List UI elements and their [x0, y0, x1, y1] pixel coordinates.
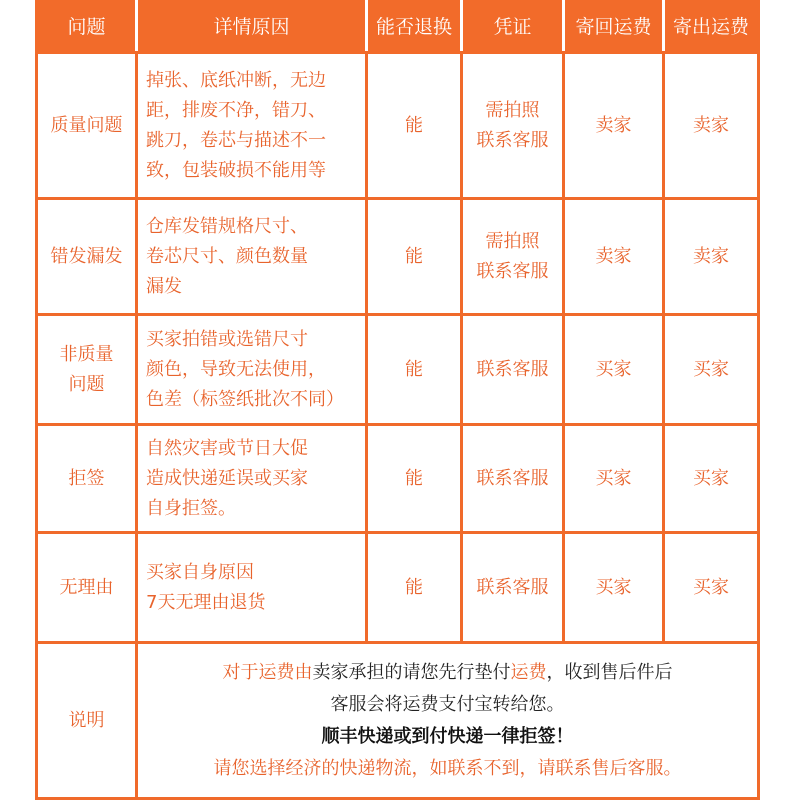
- detail-line: 自然灾害或节日大促: [146, 437, 308, 459]
- send-shipping-cell: 买家: [664, 533, 759, 643]
- detail-line: 跳刀，卷芯与描述不一: [146, 129, 326, 151]
- return-shipping-cell: 买家: [564, 425, 664, 533]
- issue-cell: 拒签: [37, 425, 137, 533]
- proof-cell: 联系客服: [462, 425, 564, 533]
- send-shipping-cell: 买家: [664, 425, 759, 533]
- note-cell: [137, 643, 759, 799]
- issue-cell: 质量问题: [37, 53, 137, 199]
- header-detail: 详情原因: [137, 2, 367, 53]
- returnable-cell: 能: [367, 425, 462, 533]
- note-line-4: 请您选择经济的快递物流，如联系不到，请联系售后客服。: [213, 757, 682, 779]
- send-shipping-cell: 卖家: [664, 53, 759, 199]
- issue-cell: 错发漏发: [37, 199, 137, 315]
- table-row-wrong-shipment: [37, 199, 759, 315]
- returnable-cell: 能: [367, 533, 462, 643]
- issue-line: 非质量: [59, 343, 114, 365]
- table-row-no-reason: [37, 533, 759, 643]
- detail-line: 漏发: [146, 275, 182, 297]
- header-proof: 凭证: [462, 2, 564, 53]
- detail-cell: [137, 425, 367, 533]
- issue-cell: 无理由: [37, 533, 137, 643]
- detail-cell: [137, 533, 367, 643]
- send-shipping-cell: 卖家: [664, 199, 759, 315]
- returnable-cell: 能: [367, 315, 462, 425]
- note-line-1: [138, 657, 757, 689]
- header-return-shipping: 寄回运费: [564, 2, 664, 53]
- detail-cell: [137, 199, 367, 315]
- return-shipping-cell: 卖家: [564, 199, 664, 315]
- proof-line: 联系客服: [476, 260, 549, 282]
- table-row-note: [37, 643, 759, 799]
- table-row-quality: [37, 53, 759, 199]
- issue-cell: [37, 315, 137, 425]
- detail-line: 买家拍错或选错尺寸: [146, 328, 308, 350]
- header-returnable: 能否退换: [367, 2, 462, 53]
- table-row-non-quality: [37, 315, 759, 425]
- detail-cell: [137, 53, 367, 199]
- detail-line: 距，排废不净，错刀、: [146, 99, 326, 121]
- detail-line: 色差（标签纸批次不同）: [146, 388, 344, 410]
- detail-line: 自身拒签。: [146, 497, 236, 519]
- detail-line: 仓库发错规格尺寸、: [146, 215, 308, 237]
- detail-line: 7天无理由退货: [146, 591, 266, 613]
- detail-line: 买家自身原因: [146, 561, 254, 583]
- detail-line: 致，包装破损不能用等: [146, 159, 326, 181]
- table-row-rejection: [37, 425, 759, 533]
- proof-cell: 联系客服: [462, 315, 564, 425]
- return-shipping-cell: 买家: [564, 533, 664, 643]
- detail-cell: [137, 315, 367, 425]
- note-line-2: 客服会将运费支付宝转给您。: [330, 693, 565, 715]
- send-shipping-cell: 买家: [664, 315, 759, 425]
- proof-line: 需拍照: [485, 230, 540, 252]
- proof-line: 需拍照: [485, 99, 540, 121]
- return-shipping-cell: 买家: [564, 315, 664, 425]
- detail-line: 造成快递延误或买家: [146, 467, 308, 489]
- table-header-row: [37, 2, 759, 53]
- proof-cell: 联系客服: [462, 533, 564, 643]
- note-label-cell: 说明: [37, 643, 137, 799]
- note-text: 对于运费由: [222, 661, 313, 683]
- detail-line: 卷芯尺寸、颜色数量: [146, 245, 308, 267]
- detail-line: 颜色，导致无法使用，: [146, 358, 326, 380]
- note-text-emphasis: 卖家承担的请您先行垫付: [312, 661, 511, 683]
- header-issue: 问题: [37, 2, 137, 53]
- returnable-cell: 能: [367, 199, 462, 315]
- header-send-shipping: 寄出运费: [664, 2, 759, 53]
- return-policy-table: [35, 0, 760, 800]
- proof-cell: [462, 53, 564, 199]
- return-shipping-cell: 卖家: [564, 53, 664, 199]
- detail-line: 掉张、底纸冲断，无边: [146, 69, 326, 91]
- returnable-cell: 能: [367, 53, 462, 199]
- proof-cell: [462, 199, 564, 315]
- note-text-emphasis: ，收到售后件后: [546, 661, 673, 683]
- issue-line: 问题: [68, 373, 105, 395]
- proof-line: 联系客服: [476, 129, 549, 151]
- note-line-3: 顺丰快递或到付快递一律拒签！: [321, 725, 574, 747]
- note-text: 运费: [510, 661, 547, 683]
